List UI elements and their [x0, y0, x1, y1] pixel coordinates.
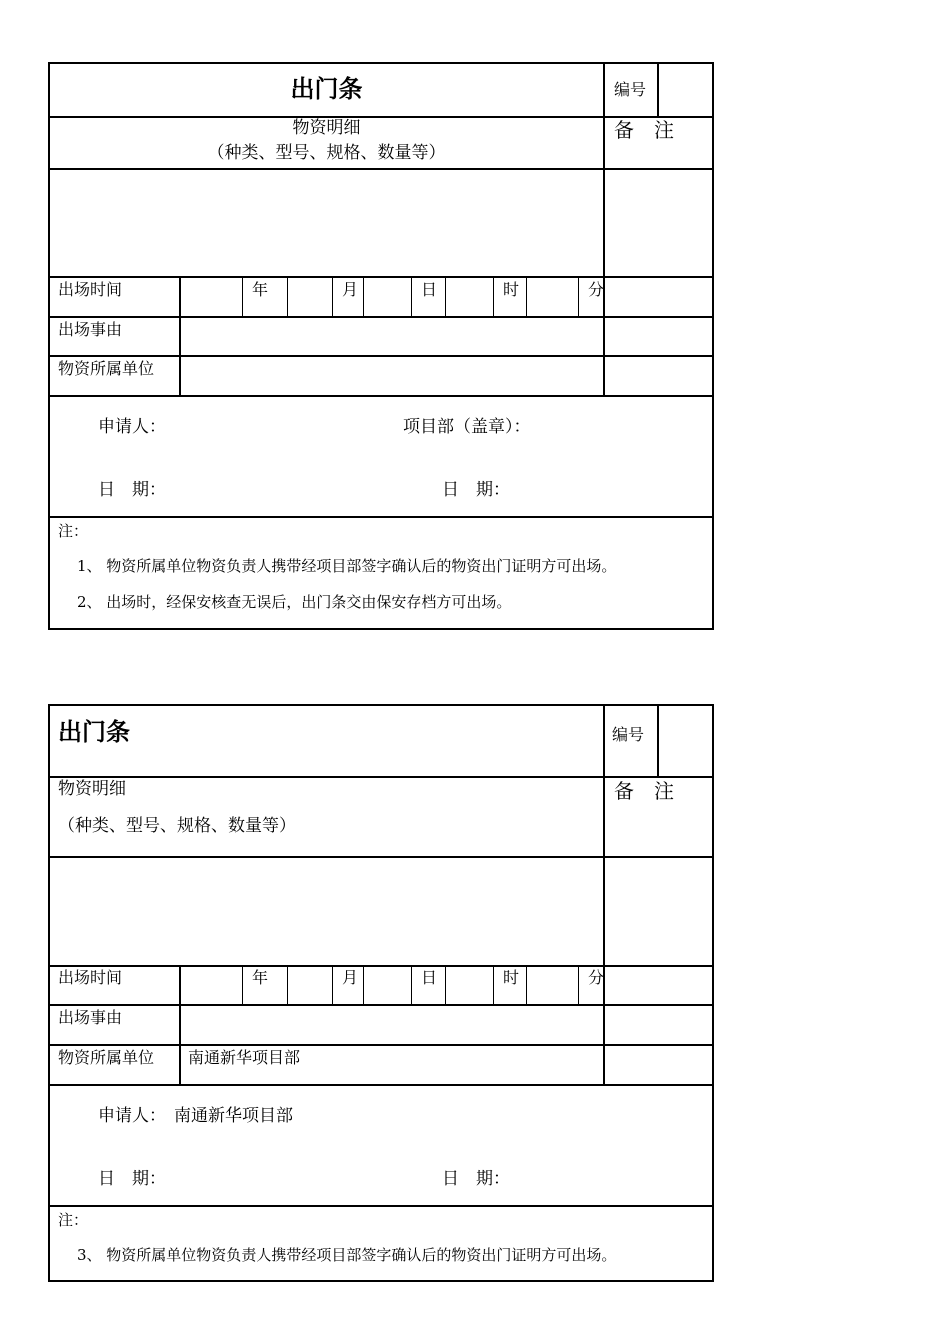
- divider: [50, 1004, 712, 1006]
- details-subtitle: （种类、型号、规格、数量等）: [207, 143, 446, 163]
- hour-label: 时: [503, 280, 520, 299]
- owner-unit-value: 南通新华项目部: [188, 1048, 301, 1067]
- number-label: 编号: [614, 80, 647, 99]
- divider: [363, 276, 364, 316]
- divider: [332, 276, 333, 316]
- month-label: 月: [342, 968, 359, 987]
- divider: [578, 276, 579, 316]
- divider: [411, 965, 412, 1004]
- note-item: 3、 物资所属单位物资负责人携带经项目部签字确认后的物资出门证明方可出场。: [77, 1246, 617, 1264]
- exit-time-label: 出场时间: [58, 968, 123, 987]
- owner-unit-label: 物资所属单位: [58, 359, 155, 378]
- applicant-label: 申请人：: [98, 1106, 166, 1126]
- exit-pass-form-2: [48, 704, 714, 1282]
- details-label: 物资明细: [292, 118, 361, 138]
- divider: [179, 965, 181, 1084]
- notes-label: 注：: [58, 522, 89, 540]
- note-item: 1、 物资所属单位物资负责人携带经项目部签字确认后的物资出门证明方可出场。: [77, 557, 617, 575]
- divider: [578, 965, 579, 1004]
- divider: [50, 395, 712, 397]
- divider: [242, 276, 243, 316]
- hour-label: 时: [503, 968, 520, 987]
- divider: [50, 776, 712, 778]
- divider: [179, 276, 181, 395]
- divider: [50, 276, 712, 278]
- divider: [493, 965, 494, 1004]
- exit-pass-form-1: [48, 62, 714, 630]
- applicant-value: 南通新华项目部: [174, 1106, 293, 1126]
- dept-stamp-label: 项目部（盖章）：: [403, 417, 531, 437]
- year-label: 年: [252, 968, 269, 987]
- form-title: 出门条: [290, 74, 363, 103]
- form-title: 出门条: [58, 717, 130, 746]
- divider: [287, 276, 288, 316]
- divider: [603, 706, 605, 1086]
- year-label: 年: [252, 280, 269, 299]
- day-label: 日: [421, 968, 438, 987]
- divider: [287, 965, 288, 1004]
- exit-reason-label: 出场事由: [58, 320, 123, 339]
- date-left-label: 日 期：: [98, 480, 166, 500]
- day-label: 日: [421, 280, 438, 299]
- divider: [657, 706, 659, 776]
- divider: [363, 965, 364, 1004]
- divider: [411, 276, 412, 316]
- divider: [526, 276, 527, 316]
- divider: [50, 316, 712, 318]
- divider: [526, 965, 527, 1004]
- divider: [50, 516, 712, 518]
- date-right-label: 日 期：: [442, 480, 510, 500]
- divider: [50, 1044, 712, 1046]
- minute-label: 分: [588, 280, 605, 299]
- divider: [50, 168, 712, 170]
- divider: [50, 1084, 712, 1086]
- divider: [603, 64, 605, 397]
- date-right-label: 日 期：: [442, 1169, 510, 1189]
- exit-time-label: 出场时间: [58, 280, 123, 299]
- divider: [242, 965, 243, 1004]
- divider: [445, 276, 446, 316]
- note-item: 2、 出场时，经保安核查无误后，出门条交由保安存档方可出场。: [77, 593, 512, 611]
- divider: [493, 276, 494, 316]
- divider: [50, 1205, 712, 1207]
- month-label: 月: [342, 280, 359, 299]
- number-label: 编号: [612, 725, 645, 744]
- divider: [50, 355, 712, 357]
- notes-label: 注：: [58, 1211, 89, 1229]
- divider: [657, 64, 659, 116]
- owner-unit-label: 物资所属单位: [58, 1048, 155, 1067]
- details-label: 物资明细: [58, 779, 126, 799]
- details-subtitle: （种类、型号、规格、数量等）: [58, 816, 296, 836]
- divider: [50, 856, 712, 858]
- date-left-label: 日 期：: [98, 1169, 166, 1189]
- minute-label: 分: [588, 968, 605, 987]
- remarks-label: 备 注: [614, 118, 674, 142]
- divider: [445, 965, 446, 1004]
- exit-reason-label: 出场事由: [58, 1008, 123, 1027]
- remarks-label: 备 注: [614, 779, 674, 803]
- divider: [50, 116, 712, 118]
- divider: [332, 965, 333, 1004]
- divider: [50, 965, 712, 967]
- applicant-label: 申请人：: [98, 417, 166, 437]
